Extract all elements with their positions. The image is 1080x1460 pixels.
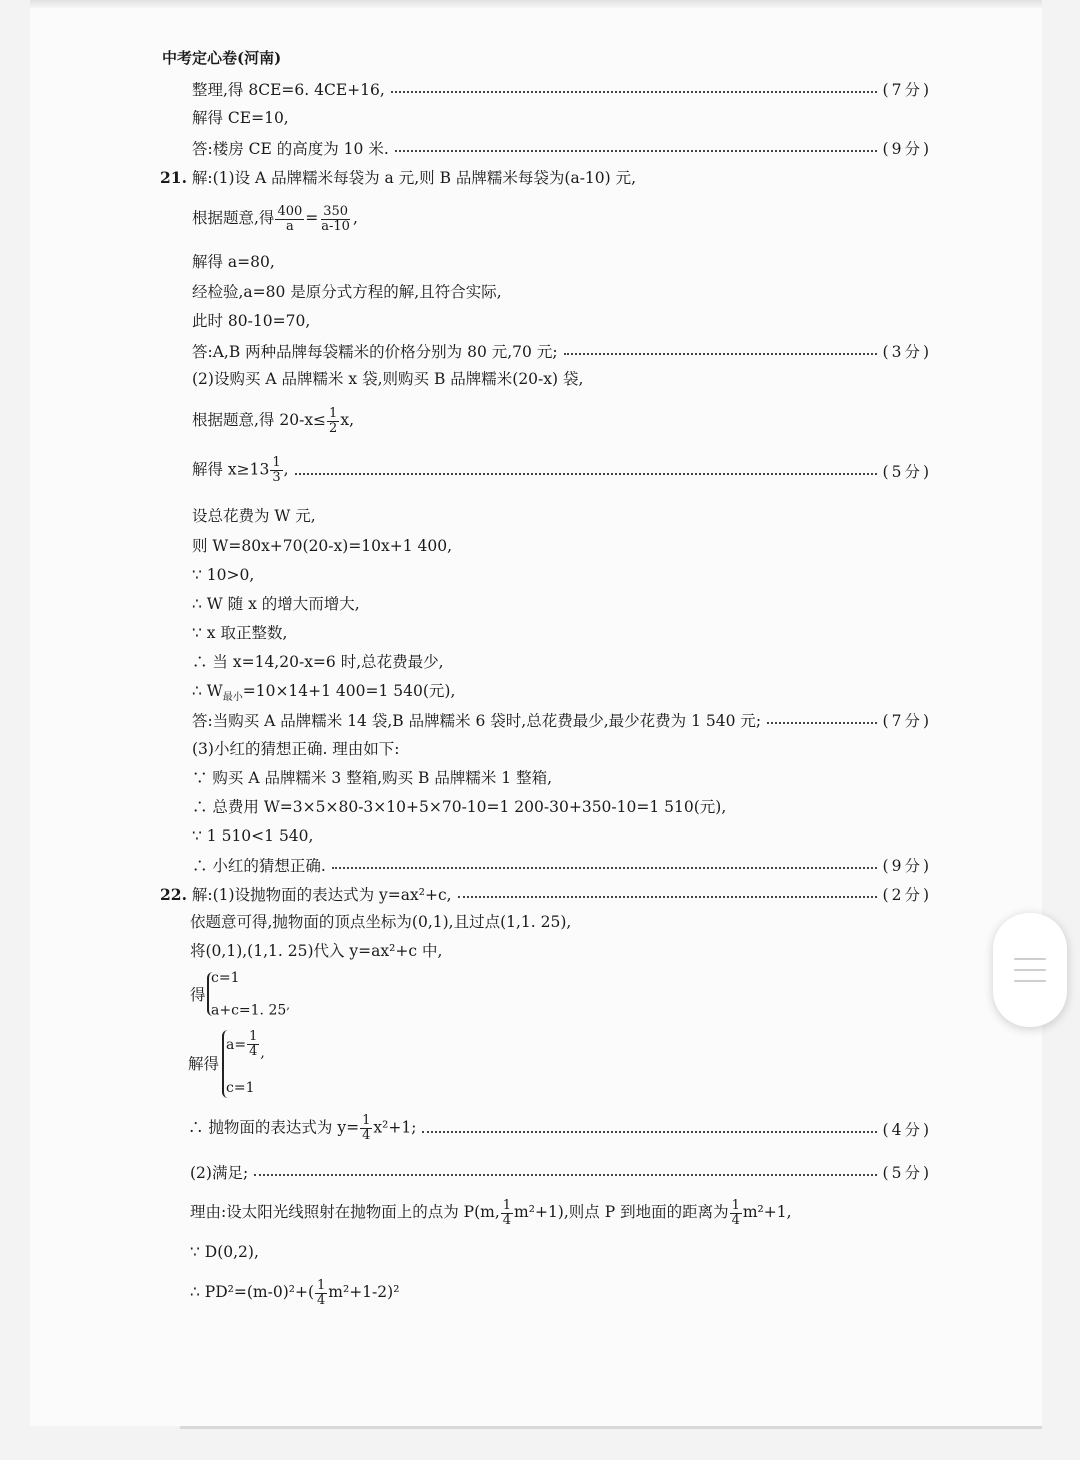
question-21-line-15: ∴ 当 x=14,20-x=6 时,总花费最少, — [192, 653, 444, 671]
leader-dots — [391, 91, 877, 93]
score-label: (9分) — [882, 140, 932, 158]
equation-system — [222, 1028, 342, 1100]
score-label: (7分) — [882, 81, 932, 99]
fraction — [275, 205, 304, 234]
question-21-line-13: ∴ W 随 x 的增大而增大, — [192, 595, 360, 613]
question-21-line-12: ∵ 10>0, — [192, 566, 255, 584]
question-21-line-4: 经检验,a=80 是原分式方程的解,且符合实际, — [192, 283, 502, 301]
fraction — [315, 1279, 327, 1308]
question-21-line-10: 设总花费为 W 元, — [192, 507, 316, 525]
solution-text: 解:(1)设抛物面的表达式为 y=ax²+c, — [191, 886, 452, 904]
fraction-denominator: 4 — [502, 1212, 512, 1228]
question-22-line-3: 将(0,1),(1,1. 25)代入 y=ax²+c 中, — [190, 942, 443, 960]
leader-dots — [254, 1174, 876, 1176]
score-label: (2分) — [882, 886, 932, 904]
fraction-numerator: 1 — [329, 405, 338, 421]
fraction-denominator: a — [285, 218, 294, 234]
leader-dots — [458, 896, 877, 898]
fraction-numerator: 350 — [323, 203, 349, 219]
leader-dots — [422, 1131, 876, 1133]
solution-text: ∴ W — [192, 682, 223, 700]
solution-text: a= — [226, 1036, 247, 1053]
solution-text: 整理,得 8CE=6. 4CE+16, — [192, 81, 385, 99]
score-label: (5分) — [882, 462, 932, 481]
solution-text: m²+1),则点 P 到地面的距离为 — [514, 1203, 729, 1221]
question-22-line-8 — [190, 1194, 792, 1230]
fraction — [730, 1199, 742, 1228]
solution-text: 解得 x≥13 — [192, 460, 270, 479]
question-21-line-9 — [192, 456, 932, 485]
fraction — [319, 205, 352, 234]
question-21-line-16 — [192, 681, 455, 708]
score-label: (9分) — [882, 857, 932, 875]
system-label: 得 — [190, 986, 206, 1004]
solution-line-1 — [192, 78, 932, 100]
score-label: (4分) — [882, 1120, 932, 1139]
question-21-line-6 — [192, 340, 932, 362]
solution-text: , — [260, 1044, 265, 1061]
solution-text: 根据题意,得 20-x≤ — [192, 411, 327, 429]
leader-dots — [332, 867, 877, 869]
solution-text — [160, 883, 452, 905]
score-label: (3分) — [882, 343, 932, 361]
question-21-line-11: 则 W=80x+70(20-x)=10x+1 400, — [192, 537, 453, 555]
solution-text: x, — [340, 411, 354, 429]
solution-text: m²+1, — [742, 1203, 792, 1221]
equals-sign: = — [305, 209, 319, 227]
question-22-line-1 — [160, 883, 932, 905]
solution-line-3 — [192, 137, 932, 159]
solution-text: 理由:设太阳光线照射在抛物面上的点为 P(m, — [190, 1203, 500, 1221]
question-21-line-19: ∵ 购买 A 品牌糯米 3 整箱,购买 B 品牌糯米 1 整箱, — [192, 769, 553, 787]
fraction-numerator: 400 — [277, 203, 303, 219]
solution-text: m²+1-2)² — [328, 1283, 400, 1301]
question-21-line-1 — [160, 168, 636, 188]
page-header: 中考定心卷(河南) — [162, 49, 282, 67]
question-21-line-17 — [192, 709, 932, 731]
fraction — [270, 456, 282, 485]
question-21-line-14: ∵ x 取正整数, — [192, 624, 288, 642]
fraction-denominator: 2 — [329, 420, 338, 436]
page-bottom-edge — [180, 1426, 1042, 1429]
fraction-denominator: 4 — [731, 1212, 740, 1228]
menu-icon-bar — [1014, 969, 1046, 971]
score-label: (7分) — [882, 712, 932, 730]
fraction-numerator: 1 — [362, 1113, 371, 1128]
solution-text: a+c=1. 25 — [211, 1002, 287, 1019]
fraction-denominator: 3 — [272, 470, 281, 485]
solution-text: , — [283, 460, 289, 479]
system-row — [226, 1030, 265, 1059]
menu-icon-bar — [1014, 980, 1046, 982]
solution-line-2: 解得 CE=10, — [192, 109, 289, 127]
system-row — [211, 998, 290, 1019]
question-21-line-5: 此时 80-10=70, — [192, 312, 311, 330]
fraction — [501, 1199, 513, 1228]
question-number: 22. — [160, 885, 187, 904]
question-22-line-10 — [190, 1274, 399, 1310]
system-row: c=1 — [226, 1080, 255, 1096]
fraction — [360, 1114, 372, 1143]
system-row: c=1 — [211, 970, 240, 986]
fraction-numerator: 1 — [731, 1197, 740, 1213]
solution-text: 根据题意,得 — [192, 209, 275, 227]
fraction-numerator: 1 — [317, 1277, 326, 1293]
fraction — [247, 1030, 259, 1059]
question-22-line-2: 依题意可得,抛物面的顶点坐标为(0,1),且过点(1,1. 25), — [190, 913, 572, 931]
solution-text: 答:当购买 A 品牌糯米 14 袋,B 品牌糯米 6 袋时,总花费最少,最少花费为 1 540 元; — [192, 712, 762, 730]
question-21-line-18: (3)小红的猜想正确. 理由如下: — [192, 740, 400, 758]
question-21-line-21: ∵ 1 510<1 540, — [192, 827, 314, 845]
question-22-line-9: ∵ D(0,2), — [190, 1243, 259, 1261]
leader-dots — [767, 722, 876, 724]
solution-text — [188, 1114, 416, 1143]
solution-text: , — [286, 998, 290, 1012]
solution-text: 解:(1)设 A 品牌糯米每袋为 a 元,则 B 品牌糯米每袋为(a-10) 元, — [191, 169, 637, 187]
fraction-denominator: 4 — [249, 1044, 258, 1059]
question-22-line-6 — [188, 1114, 932, 1143]
question-21-line-3: 解得 a=80, — [192, 253, 275, 271]
system-label: 解得 — [188, 1055, 220, 1073]
equation-system — [207, 970, 327, 1020]
fraction-denominator: a-10 — [321, 218, 350, 234]
question-21-line-2 — [192, 200, 358, 236]
question-21-line-20: ∴ 总费用 W=3×5×80-3×10+5×70-10=1 200-30+350-10=1 510(元), — [192, 798, 727, 816]
question-21-line-7: (2)设购买 A 品牌糯米 x 袋,则购买 B 品牌糯米(20-x) 袋, — [192, 370, 584, 388]
solution-text: , — [352, 209, 358, 227]
fraction-numerator: 1 — [502, 1197, 512, 1213]
fraction — [327, 407, 339, 436]
question-21-line-22 — [192, 854, 932, 876]
solution-text: x²+1; — [373, 1118, 417, 1137]
leader-dots — [395, 150, 877, 152]
subscript: 最小 — [222, 692, 243, 704]
fraction-denominator: 4 — [317, 1292, 326, 1308]
menu-icon-bar — [1014, 958, 1046, 960]
fraction-denominator: 4 — [362, 1128, 371, 1143]
solution-text: ∴ PD²=(m-0)²+( — [190, 1283, 314, 1301]
floating-menu-button[interactable] — [993, 913, 1067, 1027]
fraction-numerator: 1 — [249, 1029, 258, 1044]
solution-text: =10×14+1 400=1 540(元), — [242, 682, 456, 700]
solution-text: ∴ 抛物面的表达式为 y= — [188, 1118, 360, 1137]
leader-dots — [295, 473, 877, 475]
solution-text — [192, 456, 289, 485]
leader-dots — [564, 353, 877, 355]
score-label: (5分) — [882, 1164, 932, 1182]
solution-text: (2)满足; — [190, 1164, 249, 1182]
question-22-line-7 — [190, 1161, 932, 1183]
question-number: 21. — [160, 168, 187, 187]
solution-text: 答:楼房 CE 的高度为 10 米. — [192, 140, 389, 158]
question-21-line-8 — [192, 402, 354, 438]
solution-text: ∴ 小红的猜想正确. — [192, 857, 326, 875]
solution-text: 答:A,B 两种品牌每袋糯米的价格分别为 80 元,70 元; — [192, 343, 558, 361]
fraction-numerator: 1 — [272, 455, 281, 470]
